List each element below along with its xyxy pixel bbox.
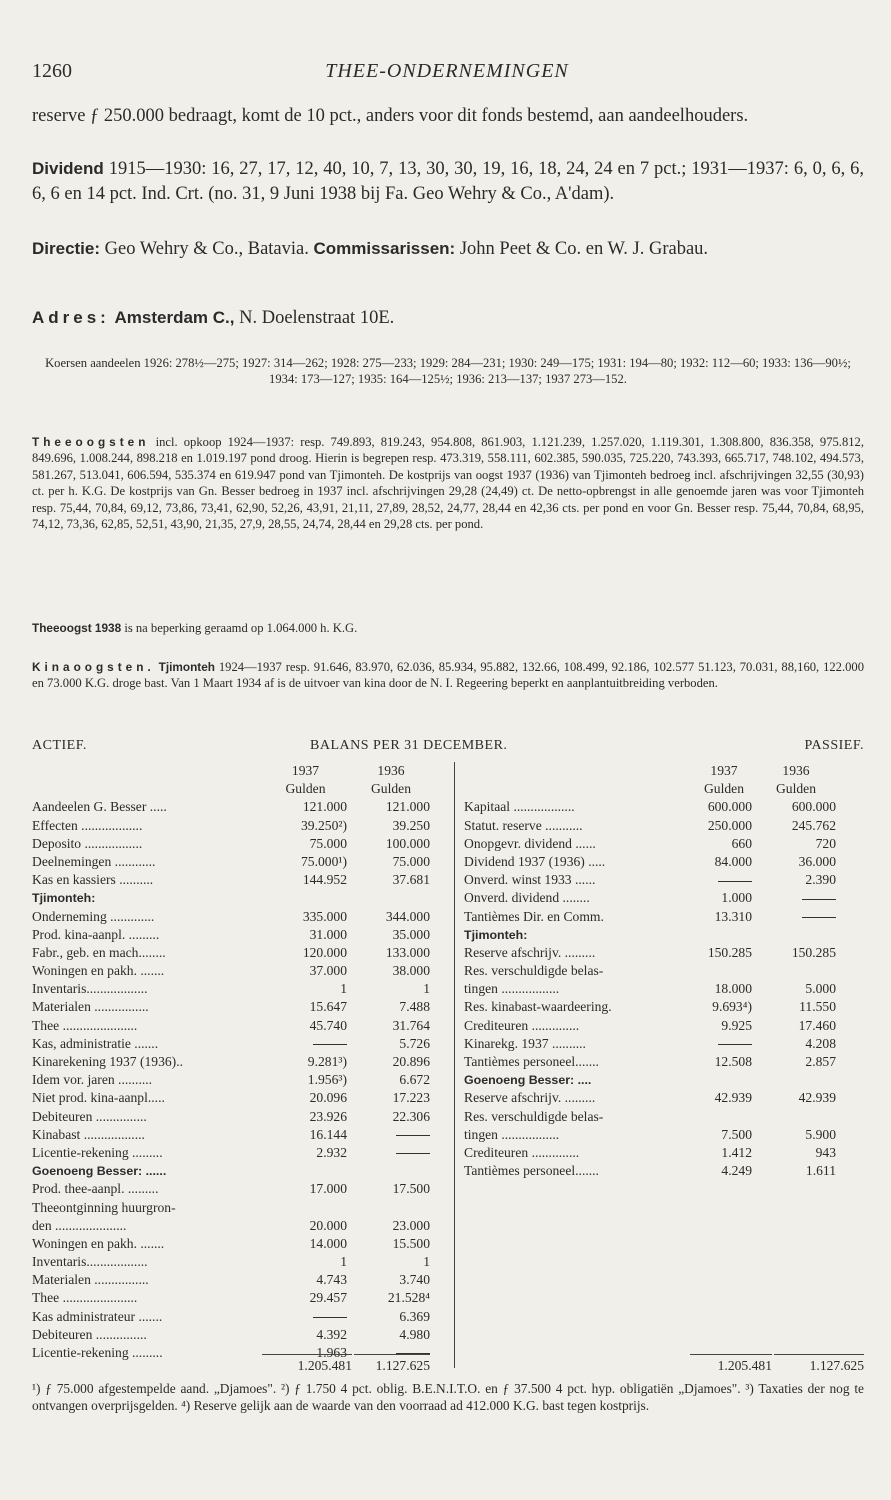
passief-row-label: Tantièmes personeel....... — [464, 1054, 599, 1069]
actief-row-value-1936: 7.488 — [399, 999, 430, 1015]
actief-row-value-1937: 144.952 — [302, 872, 347, 888]
passief-row-value-1937 — [696, 871, 752, 889]
actief-row — [32, 780, 432, 798]
actief-row-value-1936: 37.681 — [392, 872, 430, 888]
actief-row — [32, 1017, 432, 1035]
actief-row-value-1936: 1 — [423, 1254, 430, 1270]
passief-row-label: Onverd. dividend ........ — [464, 890, 590, 906]
actief-row-value-1937: 20.096 — [309, 1090, 347, 1106]
passief-row — [464, 835, 864, 853]
actief-row-value-1936: 1 — [423, 981, 430, 997]
actief-row-label: Licentie-rekening ......... — [32, 1345, 163, 1360]
actief-row-label: Licentie-rekening ......... — [32, 1144, 163, 1160]
actief-row-label: Goenoeng Besser: ...... — [32, 1164, 167, 1179]
actief-row — [32, 944, 432, 962]
actief-row-label: Niet prod. kina-aanpl..... — [32, 1090, 165, 1106]
actief-row — [32, 1180, 432, 1198]
actief-row-value-1937: 75.000¹) — [301, 853, 347, 869]
passief-row-label: Kapitaal .................. — [464, 799, 575, 815]
actief-row-label: Theeontginning huurgron- — [32, 1199, 176, 1215]
kinaoogsten-label2: Tjimonteh — [158, 660, 215, 674]
actief-row-label: Deposito ................. — [32, 835, 143, 851]
directie-paragraph — [32, 236, 864, 262]
passief-row-value-1937: 13.310 — [714, 908, 752, 924]
dash-mark — [718, 881, 752, 882]
adres-street: N. Doelenstraat 10E. — [239, 308, 395, 328]
actief-row-value-1937: 29.457 — [309, 1290, 347, 1306]
balance-sheet — [32, 738, 864, 1378]
actief-row-value-1937: 1.956³) — [307, 1072, 347, 1088]
actief-row — [32, 835, 432, 853]
passief-row-value-1936: 720 — [815, 835, 836, 851]
balance-title: BALANS PER 31 DECEMBER. — [310, 738, 508, 753]
actief-row — [32, 1162, 432, 1180]
passief-row-value-1937: 84.000 — [714, 853, 752, 869]
dash-mark — [802, 899, 836, 900]
actief-row-value-1936: 6.672 — [399, 1072, 430, 1088]
passief-row-label: Crediteuren .............. — [464, 1017, 580, 1033]
actief-row — [32, 817, 432, 835]
actief-row-value-1936: 3.740 — [399, 1272, 430, 1288]
actief-row-value-1936: 75.000 — [392, 853, 430, 869]
actief-row — [32, 1035, 432, 1053]
passief-row-value-1936: 17.460 — [798, 1017, 836, 1033]
passief-row-value-1936: 11.550 — [799, 999, 836, 1015]
passief-row — [464, 780, 864, 798]
actief-row-value-1937: 23.926 — [309, 1108, 347, 1124]
dash-mark — [313, 1044, 347, 1045]
adres-label: Adres: — [32, 308, 110, 327]
passief-row-value-1937: 600.000 — [707, 799, 752, 815]
passief-row-label: Res. verschuldigde belas- — [464, 1108, 604, 1124]
passief-row-value-1937: 12.508 — [714, 1054, 752, 1069]
passief-row-value-1936: 42.939 — [798, 1090, 836, 1106]
dash-mark — [396, 1135, 430, 1136]
total-actief-1936: 1.127.625 — [354, 1354, 430, 1374]
passief-row — [464, 962, 864, 980]
actief-row-value-1936: 15.500 — [392, 1235, 430, 1251]
actief-row-value-1937: 45.740 — [309, 1017, 347, 1033]
passief-row-value-1936: 5.900 — [805, 1126, 836, 1142]
theeoogsten-paragraph — [32, 434, 864, 532]
passief-row-label: Tantièmes personeel....... — [464, 1163, 599, 1179]
actief-row-label: Woningen en pakh. ....... — [32, 963, 165, 979]
actief-row — [32, 1271, 432, 1289]
passief-row-value-1937: 7.500 — [721, 1126, 752, 1142]
actief-row-label: Effecten .................. — [32, 817, 143, 833]
passief-row-label: Tantièmes Dir. en Comm. — [464, 908, 604, 924]
actief-row-value-1937: 4.392 — [316, 1326, 347, 1342]
actief-column — [32, 762, 432, 1362]
passief-row — [464, 817, 864, 835]
actief-row-value-1937: 17.000 — [309, 1181, 347, 1197]
actief-row — [32, 908, 432, 926]
passief-row — [464, 926, 864, 944]
passief-row-label: tingen ................. — [464, 981, 560, 997]
actief-label: ACTIEF. — [32, 738, 87, 753]
dividend-text: 1915—1930: 16, 27, 17, 12, 40, 10, 7, 13, 30, 30, 19, 16, 18, 24, 24 en 7 pct.; 1931—1937: 6, 0, 6, 6, 6, 6 en 14 pct. Ind. Crt. (no. 31, 9 Juni 1938 bij Fa. Geo Wehry & Co., A'dam). — [32, 159, 864, 204]
actief-row-value-1936: 344.000 — [385, 908, 430, 924]
column-divider — [454, 762, 455, 1368]
passief-row-value-1936: 5.000 — [805, 981, 836, 997]
actief-row — [32, 853, 432, 871]
passief-row — [464, 944, 864, 962]
actief-row — [32, 1199, 432, 1217]
actief-row-label: Prod. thee-aanpl. ......... — [32, 1181, 159, 1197]
actief-row-label: Thee ...................... — [32, 1017, 138, 1033]
passief-row-label: Reserve afschrijv. ......... — [464, 944, 596, 960]
actief-row — [32, 1071, 432, 1089]
actief-row — [32, 871, 432, 889]
passief-row-value-1936 — [756, 908, 836, 926]
passief-row-value-1936: 150.285 — [791, 944, 836, 960]
passief-row — [464, 1053, 864, 1071]
passief-row — [464, 1162, 864, 1180]
passief-row-label: Res. kinabast-waardeering. — [464, 999, 612, 1015]
total-passief-1937: 1.205.481 — [690, 1354, 772, 1374]
actief-row-value-1937: 14.000 — [309, 1235, 347, 1251]
passief-row-label: Onopgevr. dividend ...... — [464, 835, 596, 851]
actief-row — [32, 889, 432, 907]
passief-row-label: Goenoeng Besser: .... — [464, 1073, 592, 1088]
actief-row — [32, 1053, 432, 1071]
actief-row-label: Inventaris.................. — [32, 981, 148, 997]
passief-row — [464, 1144, 864, 1162]
passief-row-value-1936: Gulden — [775, 781, 817, 797]
running-title: THEE-ONDERNEMINGEN — [325, 60, 569, 82]
total-actief-1937: 1.205.481 — [262, 1354, 352, 1374]
actief-row-label: Kas en kassiers .......... — [32, 872, 154, 888]
passief-row — [464, 980, 864, 998]
actief-row-value-1936: 23.000 — [392, 1217, 430, 1233]
actief-row-label: Debiteuren ............... — [32, 1326, 147, 1342]
passief-row-label: Dividend 1937 (1936) ..... — [464, 853, 606, 869]
page-number: 1260 — [32, 60, 72, 82]
actief-row — [32, 998, 432, 1016]
actief-row-value-1937: 120.000 — [302, 944, 347, 960]
dividend-paragraph — [32, 156, 864, 207]
commissarissen-label: Commissarissen: — [313, 239, 456, 258]
actief-row-value-1936: 31.764 — [392, 1017, 430, 1033]
actief-row-label: Inventaris.................. — [32, 1254, 148, 1270]
actief-row-value-1937 — [264, 1035, 347, 1053]
passief-row — [464, 908, 864, 926]
actief-row-value-1937: 1.963 — [316, 1345, 347, 1360]
actief-row-value-1936: 1936 — [377, 763, 405, 778]
passief-row-value-1937: 9.925 — [721, 1017, 752, 1033]
actief-row — [32, 1108, 432, 1126]
actief-row — [32, 1089, 432, 1107]
passief-row — [464, 1017, 864, 1035]
actief-row-value-1937: 16.144 — [309, 1126, 347, 1142]
theeoogst-1938-label: Theeoogst 1938 — [32, 621, 122, 635]
passief-row-value-1936: 2.390 — [805, 872, 836, 888]
actief-row — [32, 1289, 432, 1307]
dash-mark — [802, 917, 836, 918]
passief-row-value-1937: 4.249 — [721, 1163, 752, 1179]
passief-row — [464, 1089, 864, 1107]
passief-row-value-1936: 1.611 — [805, 1163, 836, 1179]
passief-row — [464, 871, 864, 889]
passief-row-label: tingen ................. — [464, 1126, 560, 1142]
actief-row-value-1936: 100.000 — [385, 835, 430, 851]
actief-row-value-1937: 1 — [340, 1254, 347, 1270]
actief-row-value-1936 — [352, 1126, 430, 1144]
actief-row-value-1936: 6.369 — [399, 1308, 430, 1324]
directie-label: Directie: — [32, 239, 101, 258]
actief-row-label: Prod. kina-aanpl. ......... — [32, 926, 160, 942]
actief-row-value-1937: 1937 — [291, 763, 320, 778]
passief-row-value-1937: 1.000 — [721, 890, 752, 906]
total-passief-1936: 1.127.625 — [774, 1354, 864, 1374]
passief-row-value-1936: 245.762 — [791, 817, 836, 833]
actief-row — [32, 1326, 432, 1344]
theeoogsten-label: Theeoogsten — [32, 435, 150, 449]
passief-row-value-1936: 36.000 — [798, 853, 836, 869]
kinaoogsten-text: 1924—1937 resp. 91.646, 83.970, 62.036, 85.934, 95.882, 132.66, 108.499, 92.186, 102.577 51.123, 70.031, 88,160, 122.000 en 73.000 K.G. droge bast. Van 1 Maart 1934 af is de uitvoer van kina door de N. I. Regeering beperkt en aanplantuitbreiding verboden. — [32, 660, 864, 691]
passief-row — [464, 998, 864, 1016]
actief-row-value-1937: 4.743 — [316, 1272, 347, 1288]
kinaoogsten-label: Kinaoogsten. — [32, 660, 155, 674]
passief-row — [464, 762, 864, 780]
actief-row-label: Onderneming ............. — [32, 908, 155, 924]
dash-mark — [718, 1044, 752, 1045]
actief-row — [32, 1235, 432, 1253]
actief-row-value-1937: 37.000 — [309, 963, 347, 979]
actief-row — [32, 1308, 432, 1326]
actief-row-value-1937: 335.000 — [302, 908, 347, 924]
actief-row-label: Tjimonteh: — [32, 891, 96, 906]
actief-row-value-1936: 38.000 — [392, 963, 430, 979]
passief-row — [464, 1071, 864, 1089]
theeoogst-1938-text: is na beperking geraamd op 1.064.000 h. K.G. — [124, 621, 358, 635]
passief-row-label: Tjimonteh: — [464, 927, 528, 942]
passief-row-label: Crediteuren .............. — [464, 1144, 580, 1160]
actief-row-value-1937: 20.000 — [309, 1217, 347, 1233]
commissarissen-text: John Peet & Co. en W. J. Grabau. — [459, 239, 709, 259]
actief-row-label: Kas administrateur ....... — [32, 1308, 163, 1324]
actief-row-value-1937: 9.281³) — [307, 1054, 347, 1069]
actief-row-label: Kas, administratie ....... — [32, 1035, 159, 1051]
actief-row-value-1936: 133.000 — [385, 944, 430, 960]
passief-column — [464, 762, 864, 1180]
theeoogst-1938-paragraph — [32, 620, 864, 636]
actief-row-value-1937: 1 — [340, 981, 347, 997]
actief-row-value-1937: 31.000 — [309, 926, 347, 942]
actief-row — [32, 1217, 432, 1235]
footnotes: ¹) ƒ 75.000 afgestempelde aand. „Djamoes". ²) ƒ 1.750 4 pct. oblig. B.E.N.I.T.O. en ƒ 37.500 4 pct. hyp. obligatiën „Djamoes". ³) Taxaties der nog te ontvangen overprijsgelden. ⁴) Reserve gelijk aan de waarde van den voorraad ad 412.000 K.G. bast tegen kostprijs. — [32, 1381, 864, 1413]
reserve-paragraph: reserve ƒ 250.000 bedraagt, komt de 10 pct., anders voor dit fonds bestemd, aan aandeelhouders. — [32, 106, 749, 126]
passief-row-value-1936: 2.857 — [805, 1054, 836, 1069]
actief-row — [32, 1126, 432, 1144]
actief-row — [32, 1144, 432, 1162]
actief-row-value-1936: 5.726 — [399, 1035, 430, 1051]
actief-row — [32, 926, 432, 944]
actief-row — [32, 962, 432, 980]
passief-row — [464, 1035, 864, 1053]
passief-row — [464, 853, 864, 871]
directie-text: Geo Wehry & Co., Batavia. — [104, 239, 309, 259]
passief-row — [464, 889, 864, 907]
passief-row-value-1936: 943 — [815, 1144, 836, 1160]
actief-row-value-1936: 17.223 — [392, 1090, 430, 1106]
adres-paragraph — [32, 305, 864, 331]
actief-row-value-1936: 21.528⁴ — [387, 1290, 430, 1306]
passief-row-label: Res. verschuldigde belas- — [464, 963, 604, 979]
passief-row — [464, 798, 864, 816]
passief-row-value-1937: 42.939 — [714, 1090, 752, 1106]
actief-row-value-1936: 4.980 — [399, 1326, 430, 1342]
actief-row-value-1936 — [352, 1144, 430, 1162]
page-header — [32, 60, 862, 90]
actief-row-value-1937: 15.647 — [309, 999, 347, 1015]
actief-row — [32, 762, 432, 780]
actief-row-value-1937 — [264, 1308, 347, 1326]
passief-row-value-1937: Gulden — [703, 781, 745, 797]
actief-row-label: Deelnemingen ............ — [32, 853, 156, 869]
passief-label: PASSIEF. — [804, 738, 864, 753]
actief-row — [32, 798, 432, 816]
passief-row-value-1936 — [756, 889, 836, 907]
passief-row-value-1937: 18.000 — [714, 981, 752, 997]
actief-row — [32, 980, 432, 998]
passief-row-label: Statut. reserve ........... — [464, 817, 583, 833]
actief-row-value-1936: 20.896 — [392, 1054, 430, 1069]
actief-row-value-1937: 2.932 — [316, 1144, 347, 1160]
adres-city: Amsterdam C., — [114, 308, 235, 327]
passief-row-value-1937: 660 — [731, 835, 752, 851]
passief-row-value-1937: 9.693⁴) — [712, 999, 752, 1015]
actief-row-value-1936: 35.000 — [392, 926, 430, 942]
actief-row-value-1936: 39.250 — [392, 817, 430, 833]
koersen-paragraph: Koersen aandeelen 1926: 278½—275; 1927: 314—262; 1928: 275—233; 1929: 284—231; 1930: 249—175; 1931: 194—80; 1932: 112—60; 1933: 136—90½; 1934: 173—127; 1935: 164—125½; 1936: 213—137; 1937 273—152. — [45, 356, 851, 387]
passief-row-label: Onverd. winst 1933 ...... — [464, 872, 596, 888]
actief-row-label: den ..................... — [32, 1217, 127, 1233]
actief-row — [32, 1253, 432, 1271]
actief-row-value-1936: 121.000 — [385, 799, 430, 815]
actief-row-label: Kinabast .................. — [32, 1126, 145, 1142]
dash-mark — [396, 1153, 430, 1154]
passief-row-value-1937 — [696, 1035, 752, 1053]
actief-row-label: Fabr., geb. en mach........ — [32, 944, 166, 960]
actief-row-label: Kinarekening 1937 (1936).. — [32, 1054, 184, 1069]
actief-row-value-1937: Gulden — [285, 781, 326, 797]
passief-row-value-1937: 250.000 — [707, 817, 752, 833]
passief-row-value-1937: 1937 — [710, 763, 738, 778]
passief-row-value-1936: 600.000 — [791, 799, 836, 815]
actief-row-value-1937: 121.000 — [302, 799, 347, 815]
passief-row-value-1936: 4.208 — [805, 1035, 836, 1051]
passief-row-value-1937: 150.285 — [707, 944, 752, 960]
actief-row-value-1937: 75.000 — [309, 835, 347, 851]
actief-row-label: Materialen ................ — [32, 1272, 149, 1288]
dividend-label: Dividend — [32, 159, 104, 178]
actief-row-value-1936: 22.306 — [392, 1108, 430, 1124]
passief-row-value-1936: 1936 — [782, 763, 810, 778]
dash-mark — [313, 1317, 347, 1318]
actief-row-label: Materialen ................ — [32, 999, 149, 1015]
passief-row-label: Reserve afschrijv. ......... — [464, 1090, 596, 1106]
passief-row — [464, 1108, 864, 1126]
actief-row-label: Debiteuren ............... — [32, 1108, 147, 1124]
passief-row-value-1937: 1.412 — [721, 1144, 752, 1160]
actief-row-value-1936: Gulden — [370, 781, 412, 797]
actief-row-label: Idem vor. jaren .......... — [32, 1072, 153, 1088]
actief-row-value-1936: 17.500 — [392, 1181, 430, 1197]
actief-row-label: Thee ...................... — [32, 1290, 138, 1306]
actief-row-label: Aandeelen G. Besser ..... — [32, 799, 167, 815]
passief-row-label: Kinarekg. 1937 .......... — [464, 1035, 586, 1051]
theeoogsten-text: incl. opkoop 1924—1937: resp. 749.893, 819.243, 954.808, 861.903, 1.121.239, 1.257.020, 1.119.301, 1.308.800, 836.358, 975.812, 849.696, 1.008.244, 898.218 en 1.019.197 pond droog. Hierin is begrepen resp. 473.319, 558.111, 602.385, 590.035, 725.220, 743.393, 665.717, 748.102, 494.573, 581.267, 513.041, 606.594, 535.374 en 619.947 pond van Tjimonteh. De kostprijs van oogst 1937 (1936) van Tjimonteh bedroeg incl. afschrijvingen 32,55 (30,93) ct. per h. K.G. De kostprijs van Gn. Besser bedroeg in 1937 incl. afschrijvingen 29,28 (24,49) ct. De netto-opbrengst in alle genoemde jaren was voor Tjimonteh resp. 75,44, 70,84, 69,12, 73,86, 73,41, 62,90, 52,26, 43,91, 21,11, 27,89, 28,52, 24,77, 28,44 en 42,36 cts. per pond en voor Gn. Besser resp. 75,44, 70,84, 68,95, 74,12, 73,36, 62,85, 52,51, 43,90, 21,35, 27,9, 28,55, 24,74, 28,44 en 29,28 cts. per pond. — [32, 435, 864, 532]
actief-row-value-1937: 39.250²) — [301, 817, 347, 833]
kinaoogsten-paragraph — [32, 659, 864, 692]
passief-row — [464, 1126, 864, 1144]
actief-row-label: Woningen en pakh. ....... — [32, 1235, 165, 1251]
